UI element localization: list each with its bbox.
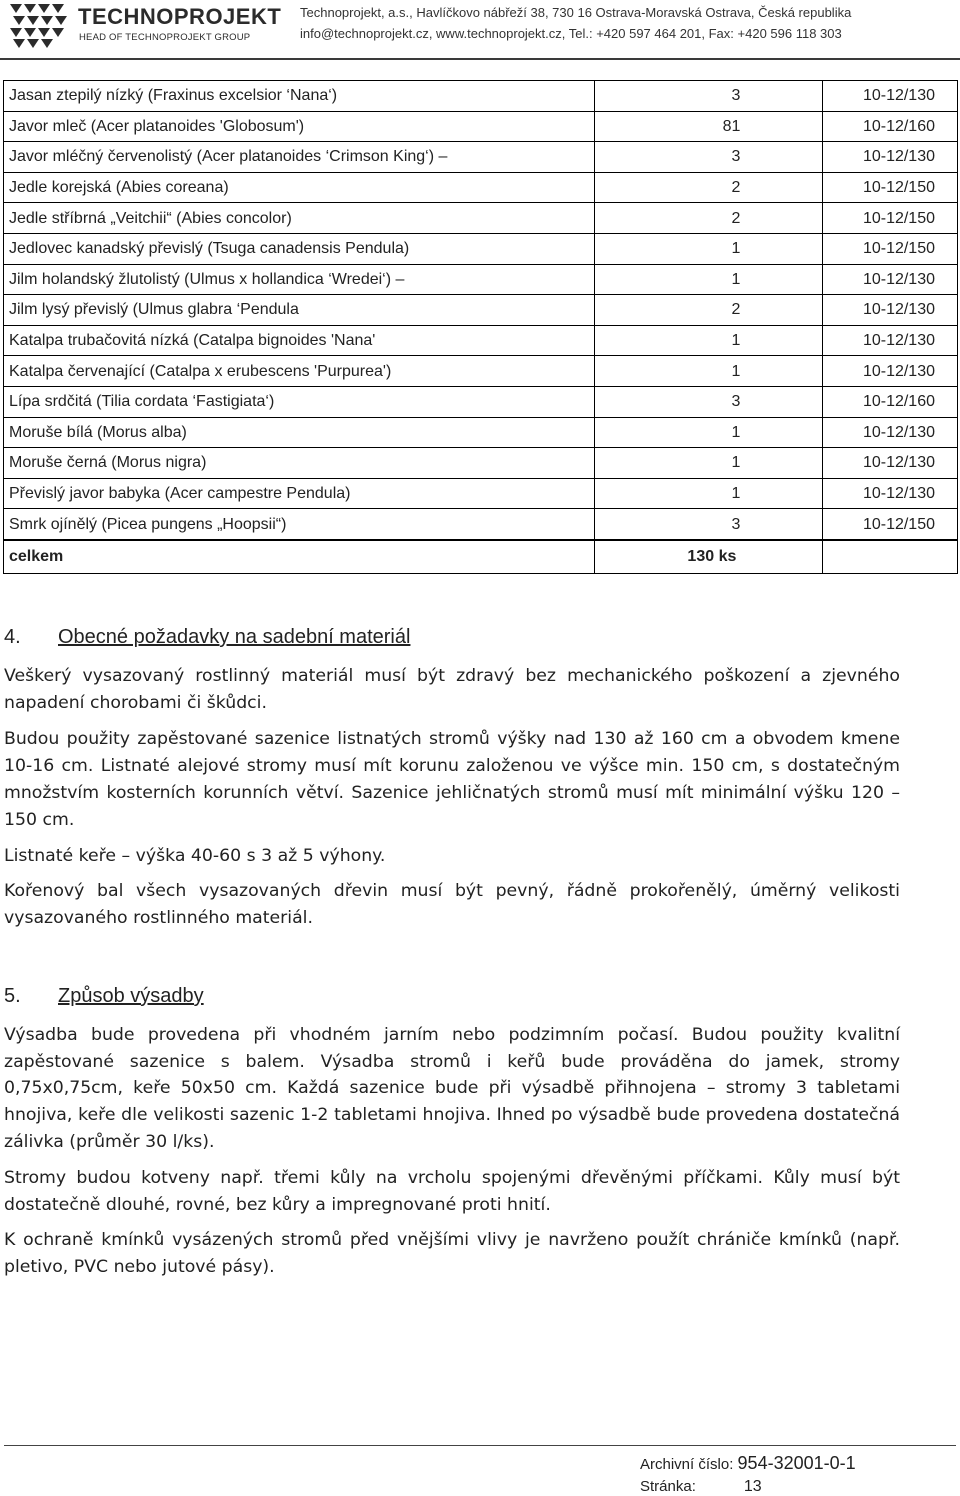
total-label: celkem (4, 540, 595, 574)
tree-name-cell: Katalpa červenající (Catalpa x erubescens 'Purpurea') (4, 356, 595, 387)
table-row (4, 478, 958, 509)
section-4-number: 4. (4, 626, 21, 648)
tree-size-cell: 10-12/130 (823, 417, 958, 448)
tree-name-cell: Moruše bílá (Morus alba) (4, 417, 595, 448)
tree-name-cell: Smrk ojínělý (Picea pungens „Hoopsii“) (4, 509, 595, 540)
tree-name-cell: Lípa srdčitá (Tilia cordata ‘Fastigiata‘) (4, 386, 595, 417)
table-row (4, 203, 958, 234)
tree-name-cell: Převislý javor babyka (Acer campestre Pendula) (4, 478, 595, 509)
page-footer (640, 1453, 856, 1496)
table-row (4, 325, 958, 356)
section-4-title: Obecné požadavky na sadební materiál (58, 626, 411, 648)
tree-quantity-cell: 3 (595, 81, 823, 112)
tree-quantity-cell: 1 (595, 478, 823, 509)
tree-quantity-cell: 1 (595, 448, 823, 479)
section-4-paragraph: Veškerý vysazovaný rostlinný materiál musí být zdravý bez mechanického poškození a zjevného napadení chorobami či škůdci. (4, 665, 900, 713)
section-5-heading (4, 983, 900, 1010)
tree-name-cell: Katalpa trubačovitá nízká (Catalpa bignoides 'Nana' (4, 325, 595, 356)
tree-name-cell: Jedle korejská (Abies coreana) (4, 172, 595, 203)
table-row (4, 356, 958, 387)
tree-quantity-cell: 2 (595, 203, 823, 234)
tree-quantity-cell: 1 (595, 233, 823, 264)
tree-size-cell: 10-12/150 (823, 172, 958, 203)
tree-name-cell: Jilm holandský žlutolistý (Ulmus x hollandica ‘Wredei‘) – (4, 264, 595, 295)
contact-address: Technoprojekt, a.s., Havlíčkovo nábřeží 38, 730 16 Ostrava-Moravská Ostrava, Česká republika (300, 5, 852, 20)
table-row (4, 417, 958, 448)
total-row (4, 540, 958, 574)
tree-size-cell: 10-12/130 (823, 142, 958, 173)
tree-size-cell: 10-12/150 (823, 509, 958, 540)
tree-name-cell: Jedle stříbrná „Veitchii“ (Abies concolor) (4, 203, 595, 234)
tree-quantity-cell: 3 (595, 142, 823, 173)
section-4-paragraph: Listnaté keře – výška 40-60 s 3 až 5 výhony. (4, 845, 386, 866)
footer-divider (4, 1445, 956, 1446)
tree-quantity-cell: 1 (595, 264, 823, 295)
section-5-paragraph: Výsadba bude provedena při vhodném jarním nebo podzimním počasí. Budou použity kvalitní zapěstované sazenice s balem. Výsadba stromů i keřů bude prováděna do jamek, stromy 0,75x0,75cm, keře 50x50 cm. Každá sazenice bude při výsadbě přihnojena – stromy 3 tabletami hnojiva, keře dle velikosti sazenic 1-2 tabletami hnojiva. Ihned po výsadbě bude provedena dostatečná zálivka (průměr 30 l/ks). (4, 1024, 900, 1152)
tree-size-cell: 10-12/160 (823, 386, 958, 417)
section-4 (4, 624, 900, 932)
tree-name-cell: Javor mléčný červenolistý (Acer platanoides ‘Crimson King‘) – (4, 142, 595, 173)
section-4-heading (4, 624, 900, 651)
tree-size-cell: 10-12/130 (823, 448, 958, 479)
tree-quantity-cell: 1 (595, 356, 823, 387)
section-4-paragraph: Budou použity zapěstované sazenice listnatých stromů výšky nad 130 až 160 cm a obvodem kmene 10-16 cm. Listnaté alejové stromy musí mít korunu založenou ve výšce min. 150 cm, s dostatečným množstvím kosterních korunních větví. Sazenice jehličnatých stromů musí mít minimální výšku 120 – 150 cm. (4, 729, 900, 830)
tree-size-cell: 10-12/130 (823, 295, 958, 326)
total-size (823, 540, 958, 574)
header-divider (0, 58, 960, 60)
page-number-line (640, 1478, 856, 1496)
table-row (4, 386, 958, 417)
archive-number-value: 954-32001-0-1 (737, 1453, 856, 1473)
logo-mark-icon (10, 4, 70, 48)
page-number-label: Stránka: (640, 1478, 696, 1495)
tree-name-cell: Jilm lysý převislý (Ulmus glabra ‘Pendula (4, 295, 595, 326)
tree-quantity-cell: 1 (595, 417, 823, 448)
tree-size-cell: 10-12/130 (823, 356, 958, 387)
tree-size-cell: 10-12/150 (823, 233, 958, 264)
table-row (4, 233, 958, 264)
tree-quantity-cell: 1 (595, 325, 823, 356)
total-quantity: 130 ks (595, 540, 823, 574)
archive-number-line (640, 1453, 856, 1474)
tree-quantity-cell: 2 (595, 295, 823, 326)
tree-size-cell: 10-12/130 (823, 81, 958, 112)
tree-name-cell: Moruše černá (Morus nigra) (4, 448, 595, 479)
tree-quantity-cell: 81 (595, 111, 823, 142)
tree-size-cell: 10-12/130 (823, 264, 958, 295)
section-5 (4, 983, 900, 1281)
section-5-paragraph: Stromy budou kotveny např. třemi kůly na vrcholu spojenými dřevěnými příčkami. Kůly musí být dostatečně dlouhé, rovné, bez kůry a impregnované proti hnití. (4, 1167, 900, 1215)
table-row (4, 81, 958, 112)
table-row (4, 111, 958, 142)
tree-size-cell: 10-12/130 (823, 478, 958, 509)
logo-name: TECHNOPROJEKT (78, 4, 282, 29)
logo-subtitle: HEAD OF TECHNOPROJEKT GROUP (79, 32, 251, 43)
tree-name-cell: Javor mleč (Acer platanoides 'Globosum') (4, 111, 595, 142)
table-row (4, 448, 958, 479)
company-logo (10, 4, 282, 48)
tree-quantity-cell: 3 (595, 509, 823, 540)
table-row (4, 172, 958, 203)
tree-name-cell: Jedlovec kanadský převislý (Tsuga canadensis Pendula) (4, 233, 595, 264)
section-5-paragraph: K ochraně kmínků vysázených stromů před vnějšími vlivy je navrženo použít chrániče kmínků (např. pletivo, PVC nebo jutové pásy). (4, 1230, 900, 1278)
tree-list-body (4, 81, 958, 540)
tree-size-cell: 10-12/160 (823, 111, 958, 142)
archive-number-label: Archivní číslo: (640, 1456, 734, 1473)
page-header (0, 0, 960, 62)
company-contact (300, 2, 851, 44)
tree-name-cell: Jasan ztepilý nízký (Fraxinus excelsior ‘Nana‘) (4, 81, 595, 112)
section-5-number: 5. (4, 985, 21, 1007)
section-5-title: Způsob výsadby (58, 985, 204, 1007)
tree-size-cell: 10-12/130 (823, 325, 958, 356)
contact-phone-web: info@technoprojekt.cz, www.technoprojekt.cz, Tel.: +420 597 464 201, Fax: +420 596 118 303 (300, 26, 842, 41)
section-4-paragraph: Kořenový bal všech vysazovaných dřevin musí být pevný, řádně prokořenělý, úměrný velikosti vysazovaného rostlinného materiál. (4, 881, 900, 929)
table-row (4, 142, 958, 173)
tree-quantity-cell: 2 (595, 172, 823, 203)
table-row (4, 509, 958, 540)
page-number-value: 13 (743, 1478, 762, 1495)
table-row (4, 295, 958, 326)
tree-list-table (3, 80, 958, 574)
tree-quantity-cell: 3 (595, 386, 823, 417)
tree-size-cell: 10-12/150 (823, 203, 958, 234)
table-row (4, 264, 958, 295)
